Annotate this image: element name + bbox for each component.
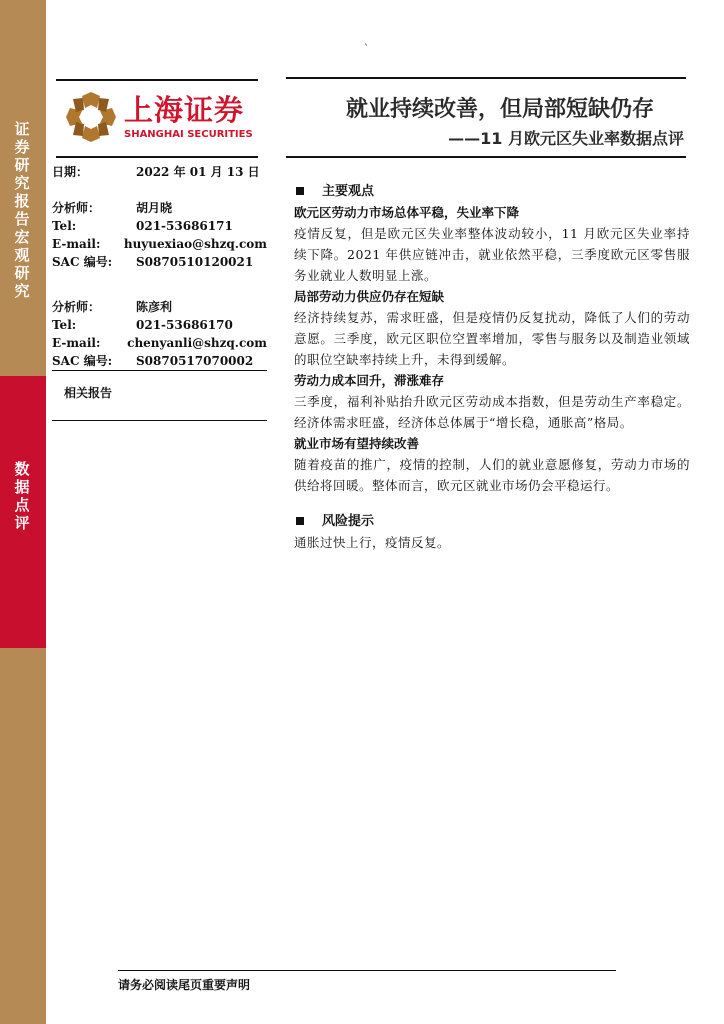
report-title: 就业持续改善，但局部短缺仍存 xyxy=(345,97,654,122)
footer-disclaimer: 请务必阅读尾页重要声明 xyxy=(118,978,251,992)
email-label: E-mail: xyxy=(52,237,101,251)
paragraph: 经济持续复苏，需求旺盛，但是疫情仍反复扰动，降低了人们的劳动意愿。三季度，欧元区职位空置率增加，零售与服务以及制造业领域的职位空缺率持续上升，未得到缓解。 xyxy=(294,310,690,367)
band-label-report-type: 证券研究报告宏观研究 xyxy=(14,120,30,300)
section-title: 风险提示 xyxy=(322,513,375,529)
company-logo xyxy=(62,88,262,146)
logo-chinese-name: 上海证券 xyxy=(124,93,245,127)
section-heading-key-points xyxy=(294,180,690,202)
header-rule-right xyxy=(286,77,686,79)
tel-value: 021-53686171 xyxy=(136,219,233,233)
subheading: 劳动力成本回升，滞涨难存 xyxy=(294,373,445,388)
related-reports-heading: 相关报告 xyxy=(64,386,113,400)
tel-label: Tel: xyxy=(52,318,77,332)
section-title: 主要观点 xyxy=(322,183,375,199)
subheading: 局部劳动力供应仍存在短缺 xyxy=(294,289,445,304)
paragraph: 三季度，福利补贴抬升欧元区劳动成本指数，但是劳动生产率稳定。经济体需求旺盛，经济体总体属于“增长稳，通胀高”格局。 xyxy=(294,394,690,430)
report-subtitle: ——11 月欧元区失业率数据点评 xyxy=(448,129,684,148)
sac-label: SAC 编号: xyxy=(52,354,113,368)
logo-english-name: SHANGHAI SECURITIES xyxy=(124,129,253,140)
related-rule-top xyxy=(52,370,267,371)
tel-value: 021-53686170 xyxy=(136,318,233,332)
email-label: E-mail: xyxy=(52,336,101,350)
analyst-card-1 xyxy=(52,199,267,271)
band-label-category: 数据点评 xyxy=(14,460,30,532)
subheading: 欧元区劳动力市场总体平稳，失业率下降 xyxy=(294,205,520,220)
analyst-card-2 xyxy=(52,298,267,370)
square-bullet-icon xyxy=(296,187,304,195)
section-heading-risk xyxy=(294,510,690,532)
paragraph: 通胀过快上行，疫情反复。 xyxy=(294,535,451,550)
paragraph: 疫情反复，但是欧元区失业率整体波动较小，11 月欧元区失业率持续下降。2021 年供应链冲击，就业依然平稳，三季度欧元区零售服务业就业人数明显上涨。 xyxy=(294,226,690,283)
top-mark: ` xyxy=(364,44,369,55)
tel-label: Tel: xyxy=(52,219,77,233)
paragraph: 随着疫苗的推广，疫情的控制，人们的就业意愿修复，劳动力市场的供给将回暖。整体而言，欧元区就业市场仍会平稳运行。 xyxy=(294,457,690,493)
footer-rule xyxy=(118,970,616,971)
email-link[interactable]: chenyanli@shzq.com xyxy=(127,336,267,350)
subheading: 就业市场有望持续改善 xyxy=(294,436,420,451)
email-link[interactable]: huyuexiao@shzq.com xyxy=(123,237,267,251)
header-rule-right-bottom xyxy=(286,156,686,158)
analyst-label: 分析师： xyxy=(52,201,101,215)
date-value: 2022 年 01 月 13 日 xyxy=(136,165,260,179)
logo-emblem-icon xyxy=(64,90,118,144)
main-content xyxy=(294,180,690,553)
analyst-label: 分析师： xyxy=(52,300,101,314)
sac-value: S0870517070002 xyxy=(136,354,254,368)
sac-value: S0870510120021 xyxy=(136,255,254,269)
square-bullet-icon xyxy=(296,517,304,525)
analyst-name: 胡月晓 xyxy=(136,201,173,215)
sac-label: SAC 编号: xyxy=(52,255,113,269)
date-label: 日期： xyxy=(52,165,89,179)
info-rule-top xyxy=(56,156,258,158)
analyst-name: 陈彦利 xyxy=(136,300,173,314)
related-rule-bottom xyxy=(52,420,267,421)
header-rule-left xyxy=(56,79,258,81)
report-date xyxy=(52,163,267,181)
